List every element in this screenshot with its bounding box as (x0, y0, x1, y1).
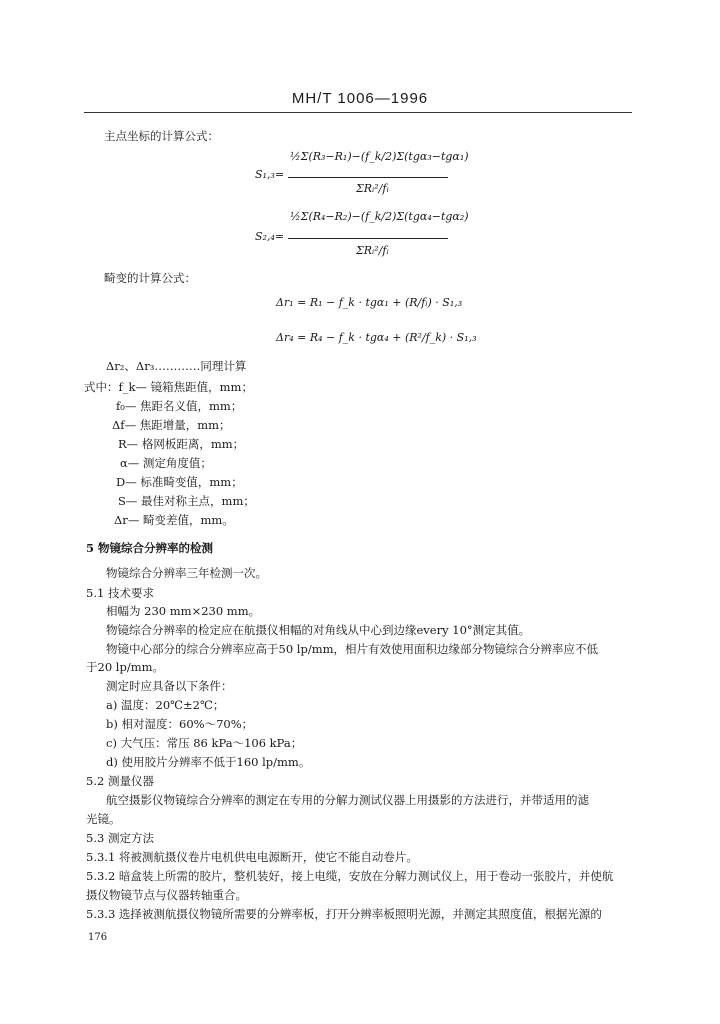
def-sym: f₀ (116, 399, 125, 413)
def-desc: — 焦距名义值，mm； (124, 399, 243, 413)
formula-dr-same: Δr₂、Δr₃…………同理计算 (106, 359, 247, 373)
page-header: MH/T 1006—1996 (291, 90, 429, 107)
def-sym: Δr (114, 513, 128, 527)
formula-s24-lhs: S₂,₄= (255, 230, 285, 243)
section-5-1-p3a: 物镜中心部分的综合分辨率应高于50 lp/mm，相片有效使用面积边缘部分物镜综合分辨率应不低 (106, 642, 599, 656)
formula-dr1: Δr₁ = R₁ − f_k · tgα₁ + (R/fᵢ) · S₁,₃ (276, 296, 463, 309)
section-5-3-2b: 摄仪物镜节点与仪器转轴重合。 (86, 888, 247, 902)
condition-b: b) 相对湿度：60%～70%； (106, 717, 254, 731)
def-sym: α (120, 456, 128, 470)
section-5-3-3: 5.3.3 选择被测航摄仪物镜所需要的分辨率板，打开分辨率板照明光源，并测定其照度值，根据光源的 (86, 907, 602, 921)
def-sym: R (118, 437, 127, 451)
section-5-2-heading: 5.2 测量仪器 (86, 774, 154, 788)
def-desc: — 焦距增量，mm； (124, 418, 231, 432)
def-sym: S (118, 494, 126, 508)
section-5-3-2a: 5.3.2 暗盒装上所需的胶片，整机装好，接上电缆，安放在分解力测试仪上，用于卷动一张胶片，并使航 (86, 869, 614, 883)
def-desc: — 格网板距离，mm； (126, 437, 245, 451)
def-desc: — 标准畸变值，mm； (125, 475, 243, 489)
def-sym: Δf (112, 418, 125, 432)
section-5-3-heading: 5.3 测定方法 (86, 831, 154, 845)
formula-s13-fraction-bar (288, 177, 448, 178)
formula-s24-fraction-bar (288, 238, 448, 239)
formula-s13-numerator: ½Σ(R₃−R₁)−(f_k/2)Σ(tgα₃−tgα₁) (290, 150, 469, 163)
section-5-1-p4: 测定时应具备以下条件： (106, 679, 233, 693)
def-desc: — 镜箱焦距值，mm； (135, 380, 253, 394)
condition-a: a) 温度：20℃±2℃； (106, 698, 225, 712)
section-5-1-p1: 相幅为 230 mm×230 mm。 (106, 604, 261, 618)
def-desc: — 畸变差值，mm。 (127, 513, 234, 527)
section-5-heading: 5 物镜综合分辨率的检测 (86, 541, 214, 555)
def-sym: D (116, 475, 126, 489)
def-desc: — 测定角度值； (127, 456, 212, 470)
formula-s13-lhs: S₁,₃= (255, 168, 285, 181)
section-5-3-1: 5.3.1 将被测航摄仪卷片电机供电电源断开，使它不能自动卷片。 (86, 850, 418, 864)
distortion-intro: 畸变的计算公式： (104, 271, 196, 285)
formula-intro: 主点坐标的计算公式： (104, 129, 219, 143)
condition-d: d) 使用胶片分辨率不低于160 lp/mm。 (106, 755, 311, 769)
section-5-1-p3b: 于20 lp/mm。 (86, 660, 165, 674)
formula-s24-numerator: ½Σ(R₄−R₂)−(f_k/2)Σ(tgα₄−tgα₂) (290, 210, 469, 223)
section-5-2-p1b: 光镜。 (86, 812, 121, 826)
def-desc: — 最佳对称主点，mm； (125, 494, 255, 508)
page-number: 176 (88, 932, 108, 943)
formula-s13-denominator: ΣRᵢ²/fᵢ (356, 182, 389, 195)
section-5-2-p1a: 航空摄影仪物镜综合分辨率的测定在专用的分解力测试仪器上用摄影的方法进行，并带适用的滤 (106, 793, 589, 807)
formula-s24-denominator: ΣRᵢ²/fᵢ (356, 244, 389, 257)
header-rule (84, 112, 632, 113)
section-5-p1: 物镜综合分辨率三年检测一次。 (106, 566, 267, 580)
formula-dr4: Δr₄ = R₄ − f_k · tgα₄ + (R²/f_k) · S₁,₃ (276, 331, 477, 344)
condition-c: c) 大气压：常压 86 kPa～106 kPa； (106, 736, 303, 750)
def-sym: 式中：f_k (84, 380, 136, 394)
section-5-1-p2: 物镜综合分辨率的检定应在航摄仪相幅的对角线从中心到边缘every 10°测定其值。 (106, 623, 531, 637)
section-5-1-heading: 5.1 技术要求 (86, 586, 154, 600)
